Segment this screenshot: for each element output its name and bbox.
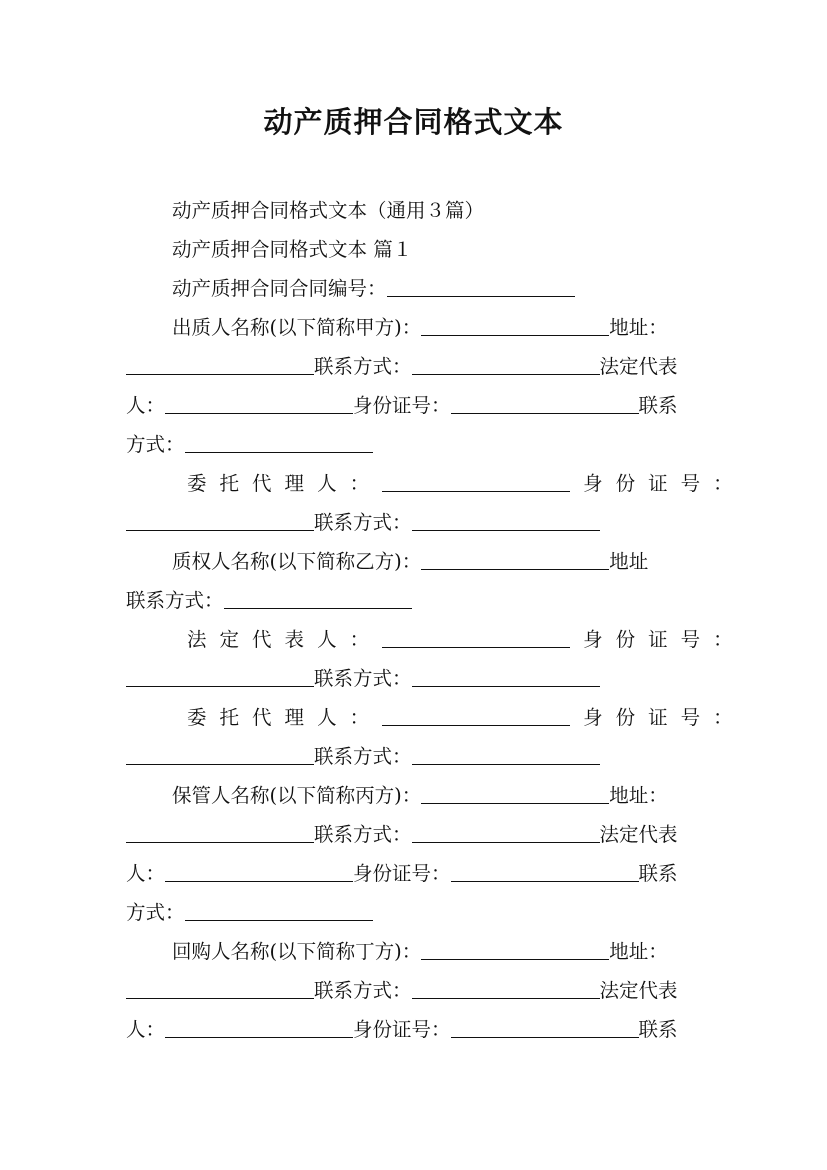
address-label: 地址： [609,784,668,807]
agent-b-blank[interactable] [382,724,570,726]
char: 身 [583,472,603,495]
pledgor-rep-blank[interactable] [165,412,353,414]
contract-number-label: 动产质押合同合同编号： [172,277,387,300]
char: 代 [252,706,272,729]
char: 代 [252,628,272,651]
custodian-rep-blank[interactable] [165,880,353,882]
custodian-rep-contact-blank[interactable] [185,919,373,921]
char: 法 [187,628,207,651]
buyback-contact-blank[interactable] [412,997,600,999]
contact-label: 联系方式： [314,667,412,690]
contact-label: 联系方式： [126,589,224,612]
agent-a-line-1 [187,466,733,502]
contact-label: 联系方式： [314,511,412,534]
custodian-address-blank[interactable] [126,841,314,843]
contact-label: 联系方式： [314,745,412,768]
char: 人 [317,628,337,651]
pledgee-rep-line-2 [126,661,600,697]
contact-label-part: 联系 [638,1018,678,1041]
id-label: 身份证号： [353,394,451,417]
char: ： [713,706,733,729]
char: 定 [219,628,240,651]
char: 号 [680,472,701,495]
char: 证 [648,706,668,729]
custodian-name-label: 保管人名称(以下简称丙方)： [172,784,422,807]
document-title: 动产质押合同格式文本 [263,105,564,139]
pledgor-line-1 [172,310,668,346]
pledgor-name-blank[interactable] [421,334,609,336]
legal-rep-label: 法定代表 [599,355,678,378]
agent-b-id-blank[interactable] [126,763,314,765]
pledgee-line-1 [172,544,648,580]
address-label: 地址： [609,940,668,963]
char: ： [713,472,733,495]
custodian-contact-blank[interactable] [412,841,600,843]
pledgee-rep-id-blank[interactable] [126,685,314,687]
pledgor-name-label: 出质人名称(以下简称甲方)： [172,316,422,339]
buyback-rep-blank[interactable] [165,1036,353,1038]
pledgor-contact-blank[interactable] [412,373,600,375]
pledgee-name-blank[interactable] [421,568,609,570]
address-label: 地址 [609,550,649,573]
char: 证 [648,628,668,651]
char: 理 [284,706,305,729]
id-label: 身份证号： [353,1018,451,1041]
custodian-line-1 [172,778,668,814]
contract-number-blank[interactable] [387,295,575,297]
agent-a-blank[interactable] [382,490,570,492]
pledgee-rep-line-1 [187,622,733,658]
agent-a-id-blank[interactable] [126,529,314,531]
legal-rep-suffix: 人： [126,862,166,885]
custodian-line-2 [126,817,678,853]
buyback-line-2 [126,973,678,1009]
contract-number-line [172,271,575,307]
legal-rep-suffix: 人： [126,1018,166,1041]
contact-label-rest: 方式： [126,433,185,456]
char: 身 [583,706,603,729]
char: 份 [615,628,636,651]
char: 身 [583,628,603,651]
char: 理 [284,472,305,495]
contact-label: 联系方式： [314,979,412,1002]
char: 委 [187,706,207,729]
pledgor-address-blank[interactable] [126,373,314,375]
pledgee-contact-blank[interactable] [224,607,412,609]
char: ： [349,628,370,651]
custodian-id-blank[interactable] [451,880,639,882]
char: 委 [187,472,207,495]
buyback-address-blank[interactable] [126,997,314,999]
section-heading: 动产质押合同格式文本 篇１ [172,238,413,261]
id-label: 身份证号： [353,862,451,885]
char: 人 [317,706,337,729]
buyback-line-3 [126,1012,678,1048]
agent-b-line-1 [187,700,733,736]
char: 号 [680,628,701,651]
contact-label: 联系方式： [314,355,412,378]
buyback-name-label: 回购人名称(以下简称丁方)： [172,940,422,963]
pledgor-rep-contact-blank[interactable] [185,451,373,453]
pledgee-rep-contact-blank[interactable] [412,685,600,687]
pledgor-line-2 [126,349,678,385]
contact-label: 联系方式： [314,823,412,846]
contact-label-part: 联系 [638,862,678,885]
char: 份 [615,706,636,729]
legal-rep-label: 法定代表 [599,979,678,1002]
buyback-line-1 [172,934,668,970]
char: 托 [219,472,240,495]
contact-label-rest: 方式： [126,901,185,924]
pledgee-rep-blank[interactable] [382,646,570,648]
char: 托 [219,706,240,729]
pledgee-name-label: 质权人名称(以下简称乙方)： [172,550,422,573]
char: 号 [680,706,701,729]
agent-a-line-2 [126,505,600,541]
buyback-id-blank[interactable] [451,1036,639,1038]
char: 表 [284,628,305,651]
custodian-line-4 [126,895,373,931]
contact-label-part: 联系 [638,394,678,417]
buyback-name-blank[interactable] [421,958,609,960]
char: ： [349,706,370,729]
agent-b-line-2 [126,739,600,775]
agent-a-contact-blank[interactable] [412,529,600,531]
char: ： [713,628,733,651]
legal-rep-label: 法定代表 [599,823,678,846]
char: ： [349,472,370,495]
legal-rep-suffix: 人： [126,394,166,417]
custodian-name-blank[interactable] [421,802,609,804]
address-label: 地址： [609,316,668,339]
pledgor-line-4 [126,427,373,463]
char: 份 [615,472,636,495]
char: 证 [648,472,668,495]
pledgor-line-3 [126,388,678,424]
agent-b-contact-blank[interactable] [412,763,600,765]
custodian-line-3 [126,856,678,892]
char: 代 [252,472,272,495]
char: 人 [317,472,337,495]
subtitle-line: 动产质押合同格式文本（通用３篇） [172,199,485,222]
pledgor-id-blank[interactable] [451,412,639,414]
pledgee-line-2 [126,583,412,619]
